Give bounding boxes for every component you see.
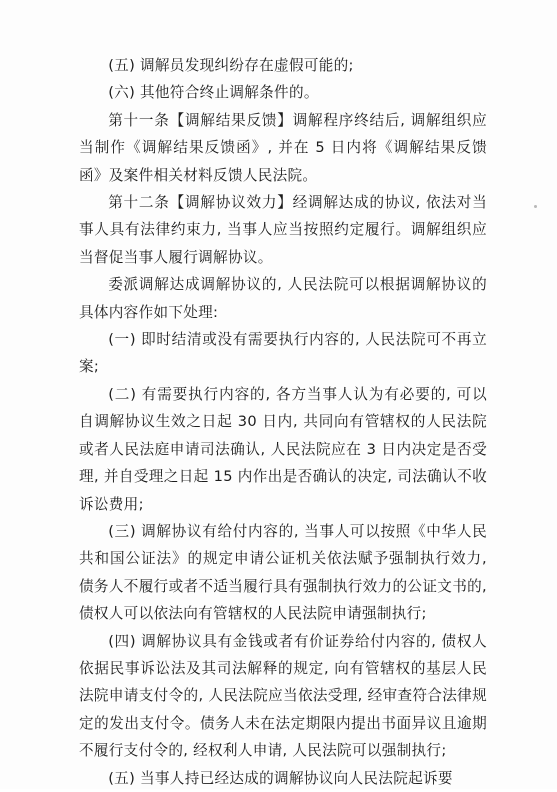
paragraph-item-4: (四) 调解协议具有金钱或者有价证券给付内容的, 债权人依据民事诉讼法及其司法解释的规定, 向有管辖权的基层人民法院申请支付令的, 人民法院应当依法受理, 经审查符合法律规定的发出支付令。债务人未在法定期限内提出书面异议且逾期不履行支付令的, 经权利人申请, 人民法院可以强制执行; bbox=[79, 632, 487, 760]
paragraph-item-3: (三) 调解协议有给付内容的, 当事人可以按照《中华人民共和国公证法》的规定申请公证机关依法赋予强制执行效力, 债务人不履行或者不适当履行具有强制执行效力的公证文书的, 债权人可以依法向有管辖权的人民法院申请强制执行; bbox=[79, 522, 487, 623]
paragraph-article-12: 第十二条【调解协议效力】经调解达成的协议, 依法对当事人具有法律约束力, 当事人应当按照约定履行。调解组织应当督促当事人履行调解协议。 bbox=[79, 194, 487, 266]
paragraph-article-11: 第十一条【调解结果反馈】调解程序终结后, 调解组织应当制作《调解结果反馈函》, 并在 5 日内将《调解结果反馈函》及案件相关材料反馈人民法院。 bbox=[79, 111, 487, 184]
paragraph-item-1: (一) 即时结清或没有需要执行内容的, 人民法院可不再立案; bbox=[79, 331, 487, 376]
document-body bbox=[79, 52, 487, 792]
paragraph-item-2: (二) 有需要执行内容的, 各方当事人认为有必要的, 可以自调解协议生效之日起 30 日内, 共同向有管辖权的人民法院或者人民法庭申请司法确认, 人民法院应在 3 日内决定是否受理, 并自受理之日起 15 内作出是否确认的决定, 司法确认不收诉讼费用; bbox=[79, 385, 487, 513]
paragraph-item-5: (五) 当事人持已经达成的调解协议向人民法院起诉要 bbox=[108, 769, 453, 787]
scan-speck bbox=[534, 205, 537, 208]
paragraph-clause-5: (五) 调解员发现纠纷存在虚假可能的; bbox=[108, 57, 354, 74]
paragraph-clause-6: (六) 其他符合终止调解条件的。 bbox=[108, 84, 319, 102]
paragraph-delegated-mediation: 委派调解达成调解协议的, 人民法院可以根据调解协议的具体内容作如下处理: bbox=[79, 276, 487, 321]
